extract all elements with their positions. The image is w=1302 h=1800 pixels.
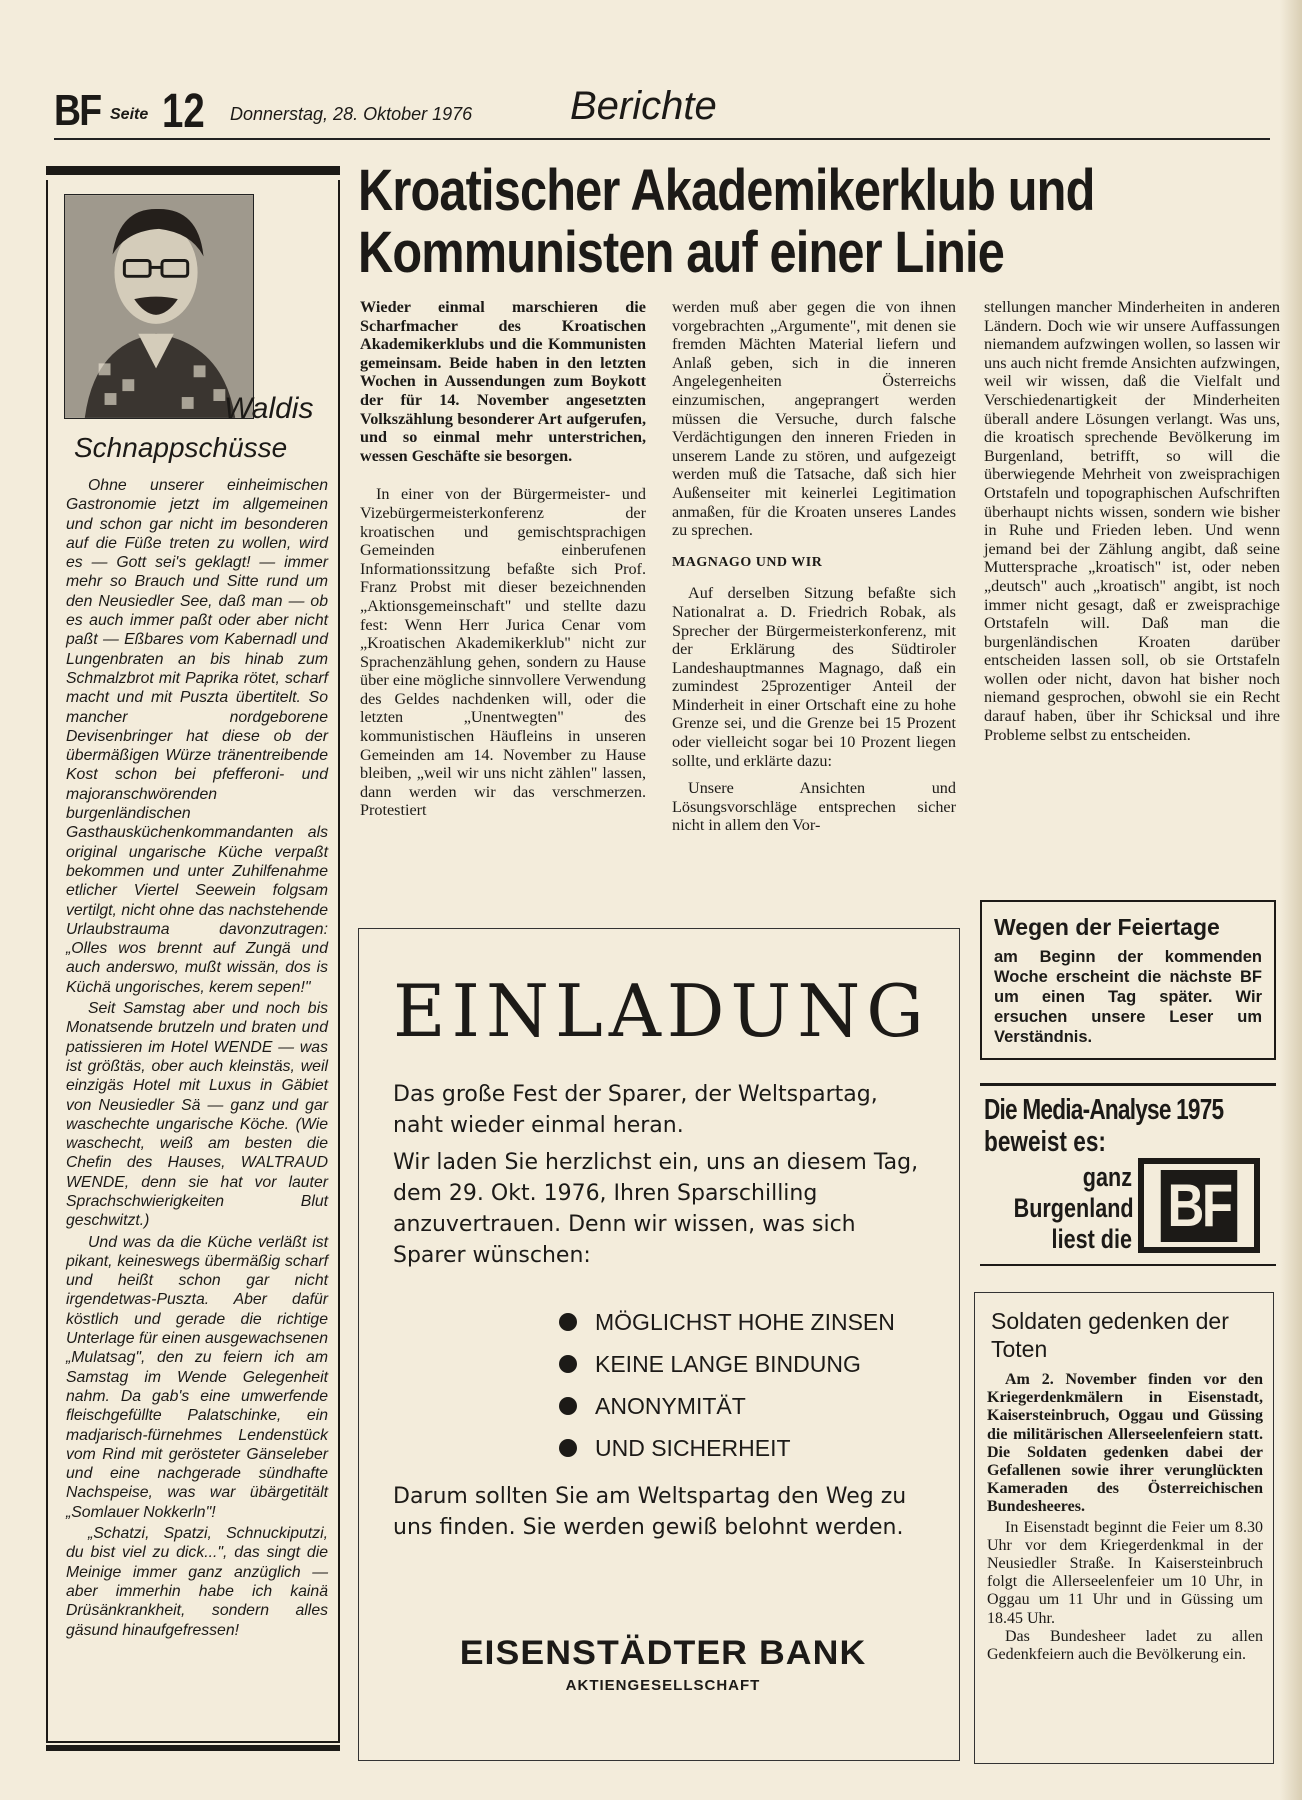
- holiday-notice: [980, 900, 1276, 1060]
- masthead-logo: BF: [54, 86, 101, 135]
- headline-line2: Kommunisten auf einer Linie: [358, 220, 1004, 285]
- ad-bullet: [559, 1427, 895, 1469]
- section-title: Berichte: [570, 84, 717, 128]
- article-paragraph: stellungen mancher Minderheiten in anderen Ländern. Doch wie wir unsere Auffassungen niemandem aufzwingen wollen, so lassen wir uns auch nicht fremde Ansichten aufzwingen, weil wir wissen, daß die Vielfalt und Verschiedenartigkeit der Minderheiten überall andere Lösungen verlangt. Was uns, die kroatisch sprechende Bevölkerung im Burgenland, betrifft, so will die überwiegende Mehrheit von zweisprachigen Ortstafeln und topographischen Aufschriften überhaupt nichts wissen, sondern wie bisher in Ruhe und Frieden leben. Und wenn jemand bei der Zählung angibt, daß seine Muttersprache „kroatisch" ist, oder neben „deutsch" auch „kroatisch" angibt, ist noch immer nicht gesagt, daß er zweisprachige Ortstafeln will. Daß man die burgenländischen Kroaten darüber entscheiden lassen soll, ob sie Ortstafeln wollen oder nicht, davon hat bisher noch niemand gesprochen, obwohl sie ein Recht darauf haben, über ihr Schicksal und ihre Probleme selbst zu entscheiden.: [984, 298, 1280, 744]
- column-title-line2: Schnappschüsse: [74, 432, 288, 463]
- bank-advertisement: [358, 928, 960, 1761]
- ad-intro: Das große Fest der Sparer, der Weltspartag, naht wieder einmal heran.: [393, 1082, 878, 1138]
- media-line2: beweist es:: [984, 1126, 1106, 1158]
- bank-name: EISENSTÄDTER BANK: [459, 1634, 867, 1672]
- article-lead: Wieder einmal marschieren die Scharfmacher des Kroatischen Akademikerklubs und die Kommunisten gemeinsam. Beide haben in den letzten Wochen in Aussendungen zum Boykott der für 14. November angesetzten Volkszählung besonderer Art aufgerufen, und so einmal mehr unterstrichen, wessen Geschäfte sie besorgen.: [360, 298, 646, 465]
- header-rule: [54, 138, 1270, 140]
- ad-bullet-text: MÖGLICHST HOHE ZINSEN: [595, 1309, 895, 1335]
- soldaten-paragraph: Das Bundesheer ladet zu allen Gedenkfeiern auch die Bevölkerung ein.: [987, 1627, 1263, 1664]
- bf-logo: BF: [1161, 1170, 1238, 1242]
- bf-logo-box: [1138, 1158, 1260, 1253]
- bullet-dot-icon: [559, 1355, 577, 1373]
- ad-bullet-text: UND SICHERHEIT: [595, 1435, 791, 1461]
- column-paragraph: Seit Samstag aber und noch bis Monatsende brutzeln und braten und patissieren im Hotel WENDE — was ist größtäs, ober auch kleinstäs, weil einzigäs Hotel mit Luxus in Gäbiet von Neusiedler Sä — ganz und gar waschechte ungarische Köche. (Wie waschecht, weiß am besten die Chefin des Hauses, WALTRAUD WENDE, denn sie hat vor lauter Sprachschwierigkeiten Blut geschwitzt.): [66, 1000, 328, 1230]
- headline-line1: Kroatischer Akademikerklub und: [358, 158, 1095, 223]
- article-paragraph: werden muß aber gegen die von ihnen vorgebrachten „Argumente", mit denen sie fremden Mächten Material liefern und Anlaß geben, sich in die inneren Angelegenheiten Österreichs einzumischen, angeprangert werden müssen die Versuche, durch falsche Verdächtigungen den inneren Frieden in unserem Lande zu stören, und aufgezeigt werden muß die Tatsache, daß sich hier Außenseiter mit keinerlei Legitimation anmaßen, für die Kroaten unseres Landes zu sprechen.: [672, 298, 956, 540]
- article-paragraph: Unsere Ansichten und Lösungsvorschläge entsprechen sicher nicht in allem den Vor-: [672, 779, 956, 835]
- author-photo: [64, 194, 254, 419]
- soldaten-article: [974, 1292, 1274, 1764]
- media-analysis-ad: [980, 1092, 1276, 1262]
- column-text: [66, 476, 328, 1642]
- column-paragraph: Und was da die Küche verläßt ist pikant, keineswegs übermäßig scharf und heißt schon gar nicht irgendetwas-Puszta. Aber dafür köstlich und gerade die richtige Unterlage für einen ausgewachsenen „Mulatsag", den zu feiern ich am Samstag im Wende Gelegenheit nahm. Da gab's eine umwerfende fleischgefüllte Palatschinke, ein madjarisch-fürnehmes Lendenstück vom Rind mit gerösteter Gänseleber und eine nachgerade sündhafte Nachspeise, was war übärgetitält „Somlauer Nokkerln"!: [66, 1233, 328, 1521]
- soldaten-title: Soldaten gedenken der Toten: [991, 1308, 1229, 1362]
- media-top-rule: [980, 1083, 1276, 1086]
- issue-date: Donnerstag, 28. Oktober 1976: [230, 104, 473, 124]
- article-subheading: MAGNAGO UND WIR: [672, 554, 823, 570]
- soldaten-body: [987, 1371, 1263, 1664]
- article-paragraph: Auf derselben Sitzung befaßte sich Nationalrat a. D. Friedrich Robak, als Sprecher der Bürgermeisterkonferenz, mit der Erklärung des Südtiroler Landeshauptmannes Magnago, daß ein zumindest 25prozentiger Anteil der Minderheit in einer Ortschaft eine zu hohe Grenze sei, und die Grenze bei 15 Prozent oder vielleicht sogar bei 10 Prozent liegen sollte, und erklärte dazu:: [672, 584, 956, 770]
- bullet-dot-icon: [559, 1313, 577, 1331]
- bullet-dot-icon: [559, 1439, 577, 1457]
- article-paragraph: In einer von der Bürgermeister- und Vizebürgermeisterkonferenz der kroatischen und gemischtsprachigen Gemeinden einberufenen Informationssitzung befaßte sich Prof. Franz Probst mit dieser bezeichnenden „Aktionsgemeinschaft" und stellte dazu fest: Wenn Herr Jurica Cenar vom „Kroatischen Akademikerklub" nicht zur Sprachenzählung gehen, sondern zu Hause über eine mögliche sinnvollere Verwendung des Geldes nachdenken will, oder die letzten „Unentwegten" des kommunistischen Häufleins in unseren Gemeinden am 14. November zu Hause bleiben, „weil wir uns nicht zählen" lassen, dann werden wir das verschmerzen. Protestiert: [360, 485, 646, 820]
- column-paragraph: Ohne unserer einheimischen Gastronomie jetzt im allgemeinen und schon gar nicht im besonderen auf die Füße treten zu wollen, wird es — Gott sei's geklagt! — immer mehr so Brauch und Sitte rund um den Neusiedler See, daß man — ob es auch immer paßt oder aber nicht paßt — Eßbares vom Kabernadl und Lungenbraten an bis hinab zum Schmalzbrot mit Paprika rötet, scharf macht und mit Puszta übertitelt. So mancher nordgeborene Devisenbringer hat diese ob der übermäßigen Würze tränentreibende Kost schon bei pfefferoni- und majoranschwörenden burgenländischen Gasthausküchenkommandanten als original ungarische Küche verpaßt bekommen und unter Zuhilfenahme etlicher Viertel Seewein folgsam vertilgt, nicht ohne das nachstehende Urlaubstrauma davonzutragen: „Olles wos brennt auf Zungä und auch anderswo, mußt wissän, dos is Küchä ungorisches, kerem sepen!": [66, 477, 328, 996]
- soldaten-paragraph: In Eisenstadt beginnt die Feier um 8.30 Uhr vor dem Kriegerdenkmal in der Neusiedler Straße. In Kaisersteinbruch folgt die Allerseelenfeier um 10 Uhr, in Oggau um 11 Uhr und in Güssing um 18.45 Uhr.: [987, 1518, 1263, 1627]
- page-edge: [1280, 0, 1302, 1800]
- ad-bullet: [559, 1385, 895, 1427]
- column-waldis: [46, 180, 340, 1743]
- ad-bullet: [559, 1343, 895, 1385]
- portrait-illustration: [65, 195, 253, 418]
- article-column-2: [672, 298, 956, 844]
- column-paragraph: „Schatzi, Spatzi, Schnuckiputzi, du bist viel zu dick...", das singt die Meinige immer ganz anzüglich — aber immerhin habe ich kainä Drüsänkrankheit, sondern alles gäsund hinaufgefressen!: [66, 1525, 328, 1639]
- page-header: [40, 86, 1270, 138]
- ad-bullet-list: [559, 1301, 895, 1469]
- bank-subtitle: AKTIENGESELLSCHAFT: [565, 1677, 761, 1694]
- ad-title: EINLADUNG: [393, 969, 930, 1053]
- column-top-bar: [46, 166, 340, 175]
- page-number: 12: [162, 85, 205, 138]
- ad-body: [393, 1079, 933, 1277]
- ad-closing: Darum sollten Sie am Weltspartag den Weg zu uns finden. Sie werden gewiß belohnt werden.: [393, 1484, 907, 1540]
- column-bottom-bar: [46, 1745, 340, 1751]
- page-label: Seite: [110, 106, 149, 123]
- media-line3: ganz Burgenland liest die: [1013, 1162, 1134, 1254]
- ad-bullet: [559, 1301, 895, 1343]
- ad-bullet-text: KEINE LANGE BINDUNG: [595, 1351, 861, 1377]
- notice-body: am Beginn der kommenden Woche erscheint die nächste BF um einen Tag später. Wir ersuchen unsere Leser um Verständnis.: [994, 948, 1262, 1046]
- article-column-1: [360, 298, 646, 829]
- bullet-dot-icon: [559, 1397, 577, 1415]
- article-headline: [358, 160, 1114, 284]
- ad-text: Wir laden Sie herzlichst ein, uns an diesem Tag, dem 29. Okt. 1976, Ihren Sparschilling anzuvertrauen. Denn wir wissen, was sich Sparer wünschen:: [393, 1150, 919, 1268]
- notice-title: Wegen der Feiertage: [994, 914, 1220, 940]
- media-bottom-rule: [980, 1264, 1276, 1266]
- article-column-3: [984, 298, 1280, 753]
- ad-bullet-text: ANONYMITÄT: [595, 1393, 746, 1419]
- media-line1: Die Media-Analyse 1975: [984, 1094, 1224, 1126]
- column-title-line1: Waldis: [224, 392, 314, 425]
- soldaten-lead: Am 2. November finden vor den Kriegerdenkmälern in Eisenstadt, Kaisersteinbruch, Oggau und Güssing die militärischen Allerseelenfeiern statt. Die Soldaten gedenken dabei der Gefallenen sowie ihrer verunglückten Kameraden des Österreichischen Bundesheeres.: [987, 1371, 1263, 1516]
